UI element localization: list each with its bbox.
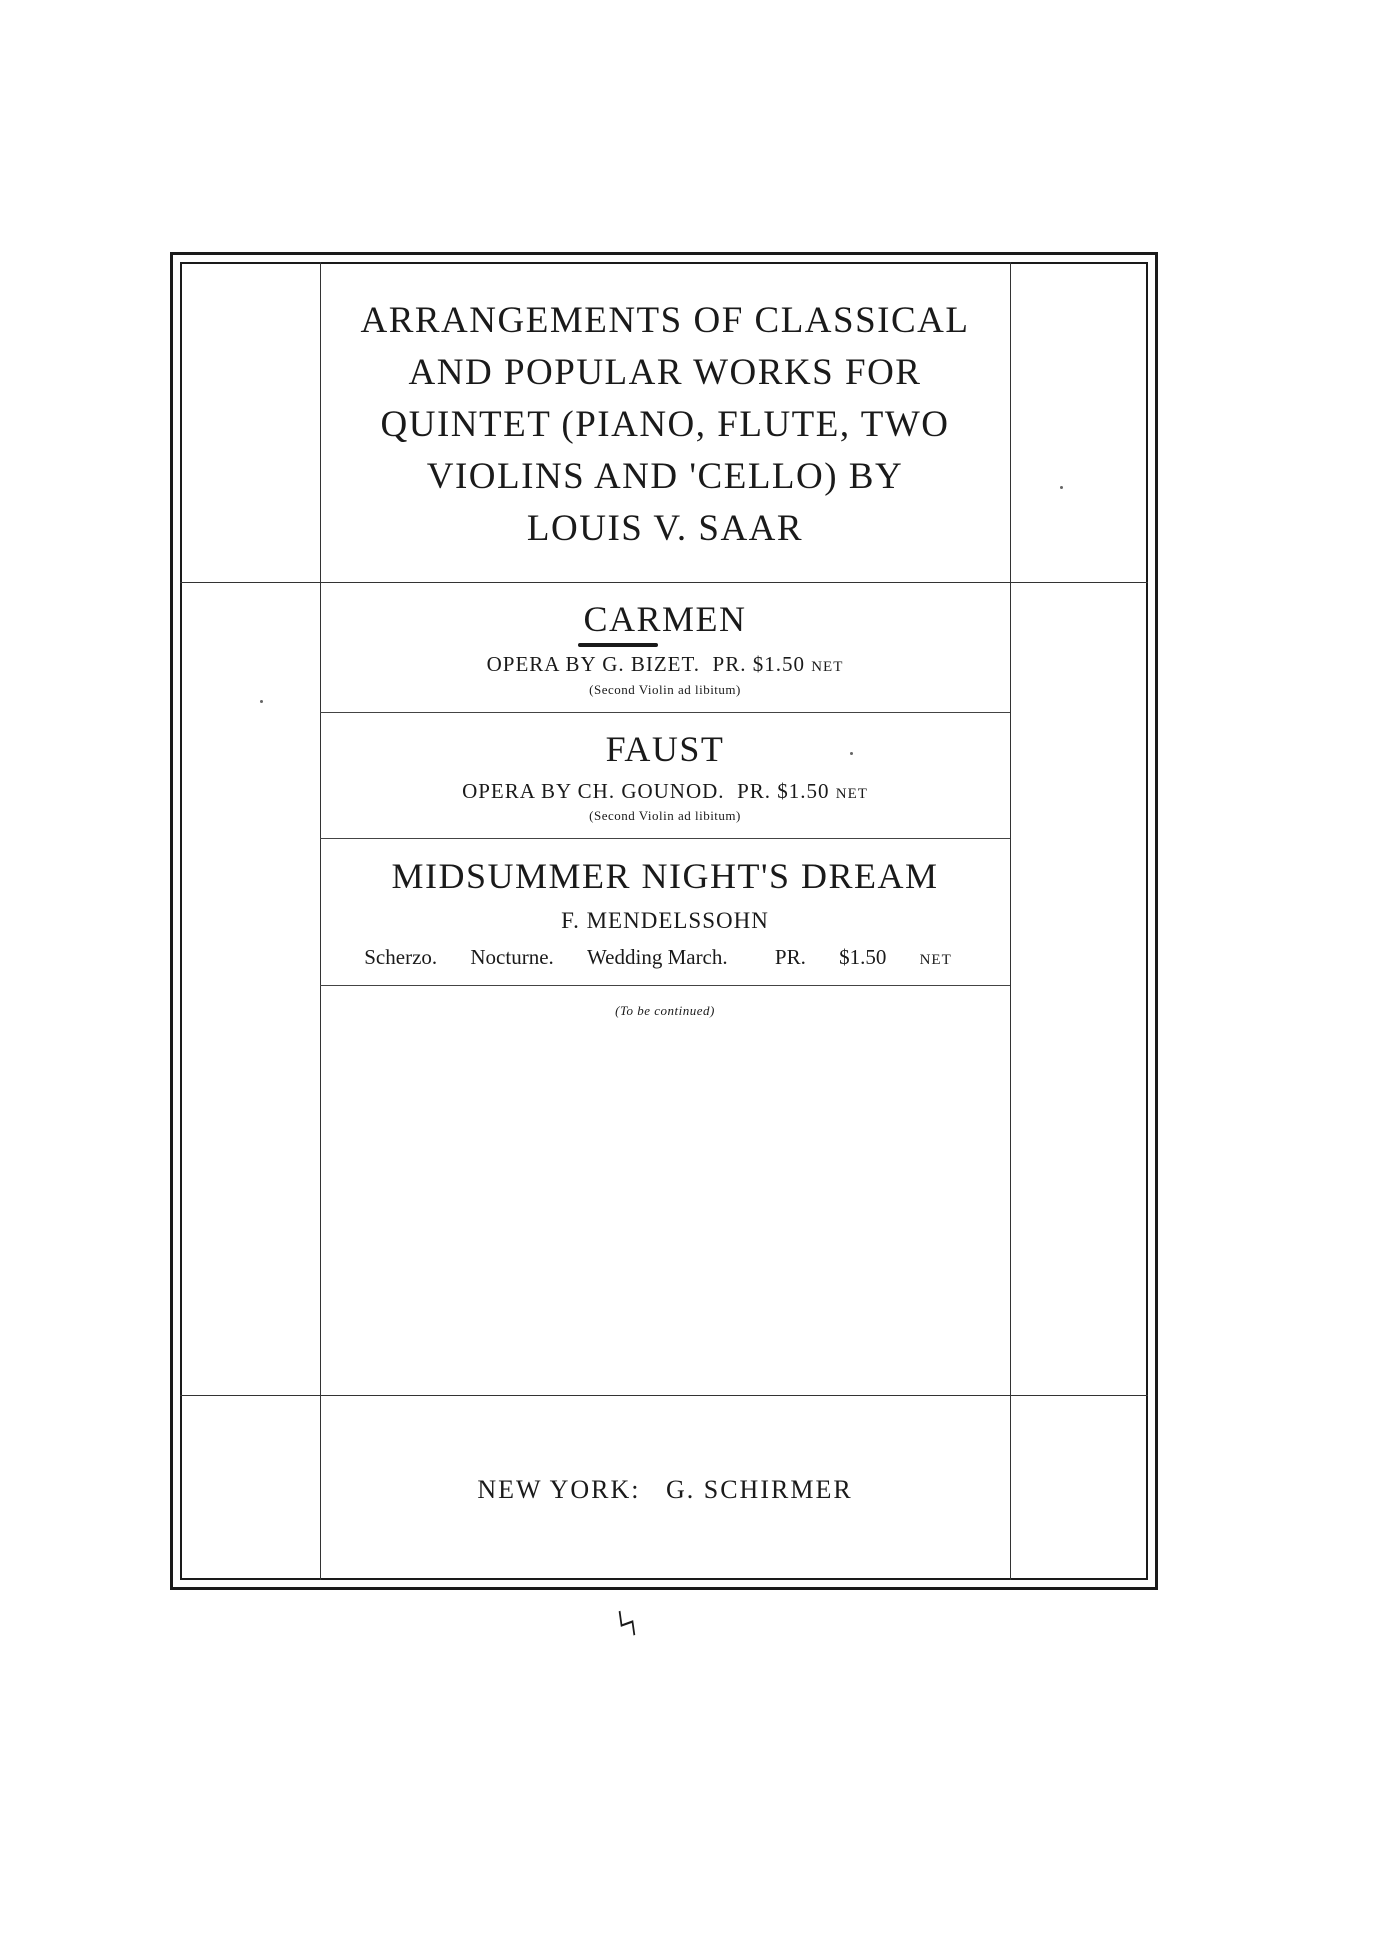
dream-price-suffix: NET bbox=[919, 952, 952, 968]
movement-nocturne: Nocturne. bbox=[470, 945, 554, 969]
carmen-price-prefix: PR. bbox=[712, 652, 747, 676]
right-column-rule bbox=[1010, 262, 1011, 1580]
faust-title: FAUST bbox=[605, 729, 725, 769]
dream-movements-line bbox=[320, 945, 1010, 970]
speck bbox=[850, 752, 853, 755]
carmen-divider bbox=[320, 712, 1010, 713]
movement-scherzo: Scherzo. bbox=[364, 945, 438, 969]
continued-note: (To be continued) bbox=[615, 1003, 715, 1018]
faust-price-suffix: NET bbox=[835, 786, 868, 802]
carmen-price: $1.50 bbox=[752, 652, 805, 676]
dream-composer: F. MENDELSSOHN bbox=[561, 908, 769, 933]
faust-note: (Second Violin ad libitum) bbox=[589, 808, 741, 823]
carmen-credit-line bbox=[320, 652, 1010, 677]
dream-price-prefix: PR. bbox=[774, 945, 806, 969]
dream-price-group bbox=[761, 945, 966, 969]
title-line-1: ARRANGEMENTS OF CLASSICAL bbox=[360, 300, 970, 341]
faust-credit: OPERA BY CH. GOUNOD. bbox=[462, 779, 725, 803]
carmen-underline bbox=[578, 643, 658, 647]
carmen-note: (Second Violin ad libitum) bbox=[589, 682, 741, 697]
publisher-line: NEW YORK: G. SCHIRMER bbox=[477, 1475, 853, 1504]
title-line-3: QUINTET (PIANO, FLUTE, TWO bbox=[380, 404, 950, 445]
footer-divider bbox=[180, 1395, 1148, 1396]
dream-divider bbox=[320, 985, 1010, 986]
title-line-4: VIOLINS AND 'CELLO) BY bbox=[426, 456, 904, 497]
title-line-5: LOUIS V. SAAR bbox=[526, 508, 804, 549]
ink-mark: ϟ bbox=[610, 1599, 644, 1648]
faust-divider bbox=[320, 838, 1010, 839]
speck bbox=[1060, 486, 1063, 489]
carmen-credit: OPERA BY G. BIZET. bbox=[486, 652, 701, 676]
dream-price: $1.50 bbox=[839, 945, 887, 969]
carmen-price-suffix: NET bbox=[811, 659, 844, 675]
faust-credit-line bbox=[320, 779, 1010, 804]
movement-wedding-march: Wedding March. bbox=[587, 945, 728, 969]
title-divider bbox=[180, 582, 1148, 583]
carmen-title: CARMEN bbox=[583, 599, 747, 639]
title-line-2: AND POPULAR WORKS FOR bbox=[408, 352, 922, 393]
dream-title: MIDSUMMER NIGHT'S DREAM bbox=[391, 856, 939, 896]
faust-price: $1.50 bbox=[777, 779, 830, 803]
faust-price-prefix: PR. bbox=[737, 779, 771, 803]
speck bbox=[260, 700, 263, 703]
page-title bbox=[320, 295, 1010, 555]
